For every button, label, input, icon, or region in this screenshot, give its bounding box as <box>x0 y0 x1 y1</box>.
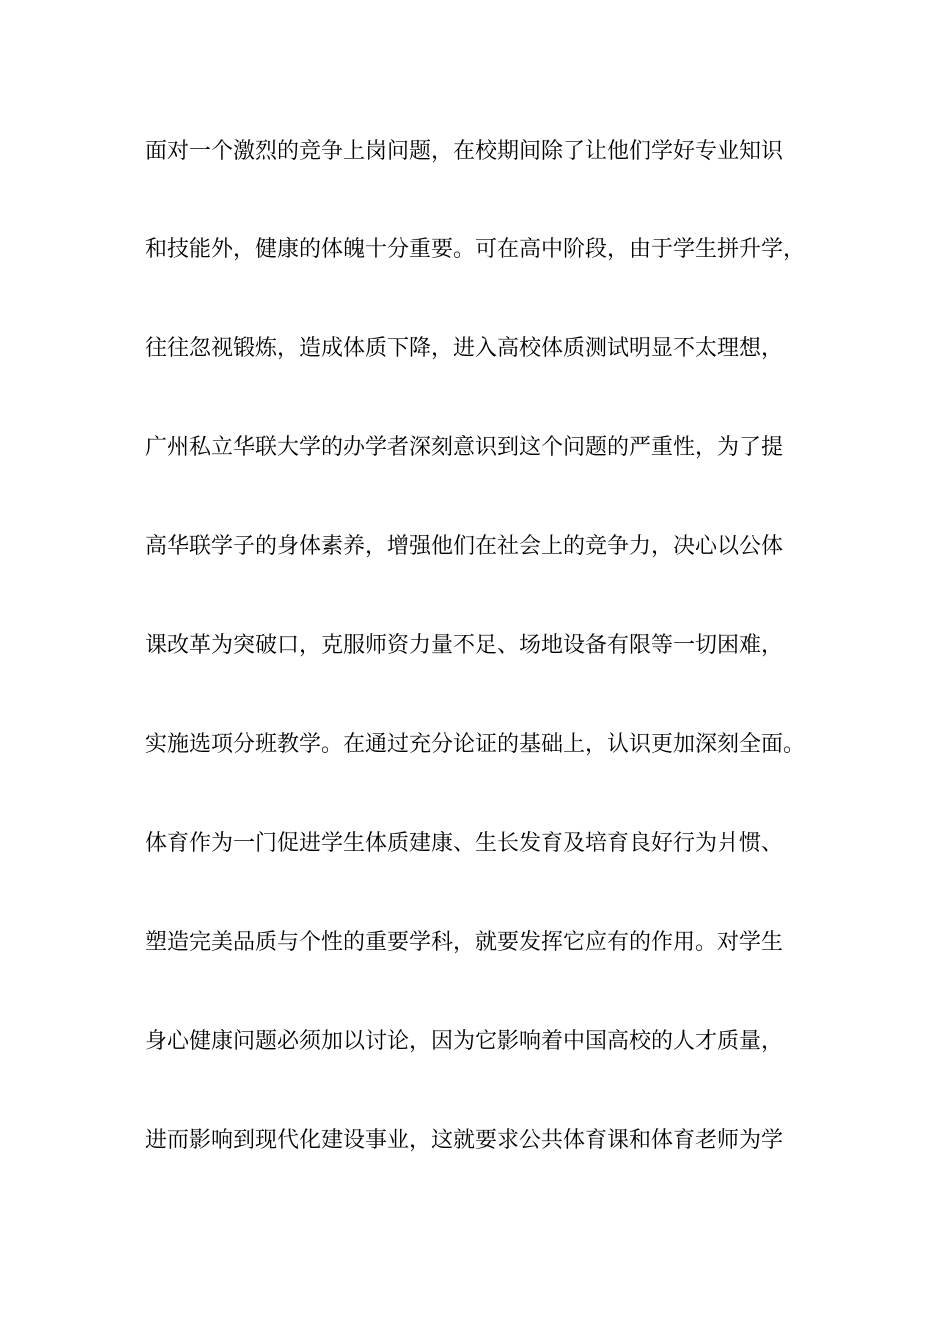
paragraph-line: 实施选项分班教学。在通过充分论证的基础上，认识更加深刻全面。 <box>145 732 806 757</box>
paragraph-line: 高华联学子的身体素养，增强他们在社会上的竞争力，决心以公体 <box>145 534 784 559</box>
paragraph-line: 课改革为突破口，克服师资力量不足、场地设备有限等一切困难， <box>145 633 784 658</box>
paragraph-line: 广州私立华联大学的办学者深刻意识到这个问题的严重性，为了提 <box>145 435 784 460</box>
paragraph-line: 体育作为一门促进学生体质建康、生长发育及培育良好行为爿惯、 <box>145 831 784 856</box>
paragraph-line: 进而影响到现代化建设事业，这就要求公共体育课和体育老师为学 <box>145 1128 784 1153</box>
paragraph-line: 和技能外，健康的体魄十分重要。可在高中阶段，由于学生拼升学， <box>145 237 806 262</box>
paragraph-line: 往往忽视锻炼，造成体质下降，进入高校体质测试明显不太理想， <box>145 336 784 361</box>
paragraph-line: 塑造完美品质与个性的重要学科，就要发挥它应有的作用。对学生 <box>145 930 784 955</box>
paragraph-line: 身心健康问题必须加以讨论，因为它影响着中国高校的人才质量， <box>145 1029 784 1054</box>
paragraph-line: 面对一个激烈的竞争上岗问题，在校期间除了让他们学好专业知识 <box>145 139 784 164</box>
